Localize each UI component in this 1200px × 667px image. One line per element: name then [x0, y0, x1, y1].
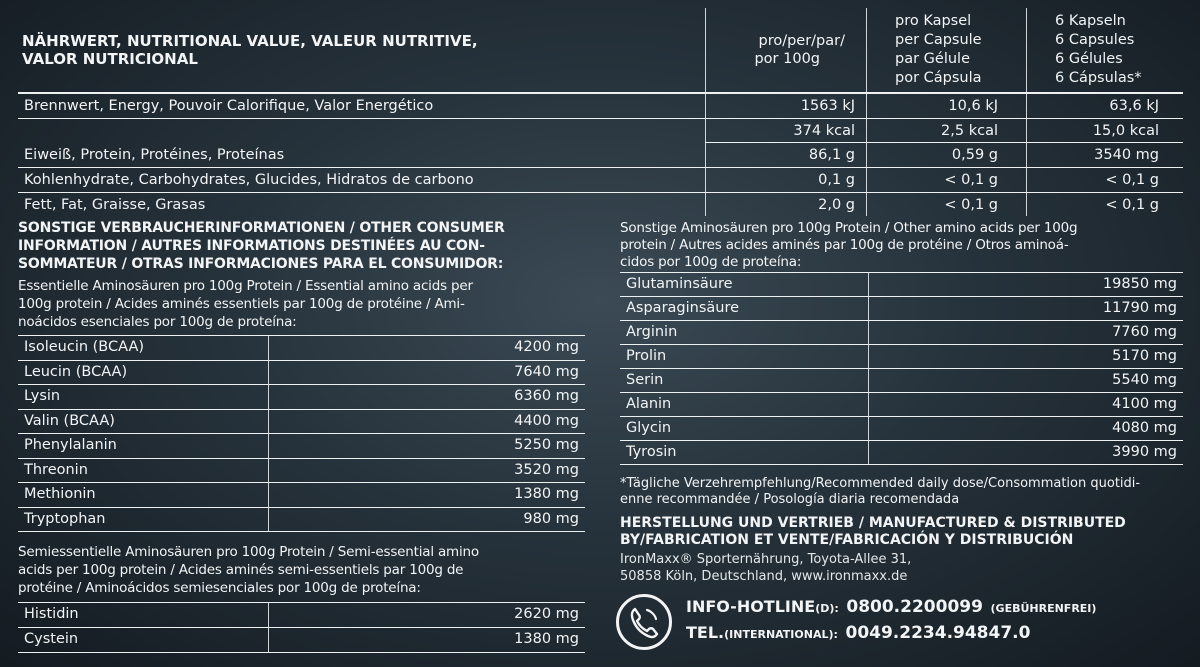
amino-value: 6360 mg	[514, 388, 579, 404]
nutrition-title-line2: VALOR NUTRICIONAL	[22, 50, 198, 68]
manufacturer-heading-1: HERSTELLUNG UND VERTRIEB / MANUFACTURED & DISTRIBUTED	[620, 515, 1126, 531]
amino-value: 3990 mg	[1112, 444, 1177, 460]
amino-name: Serin	[626, 372, 664, 388]
amino-value: 5250 mg	[514, 437, 579, 453]
amino-name: Leucin (BCAA)	[24, 363, 128, 380]
col-six-header-3: 6 Gélules	[1055, 51, 1123, 67]
amino-name: Phenylalanin	[24, 437, 117, 453]
amino-value: 5540 mg	[1112, 372, 1177, 388]
other-intro-3: cidos por 100g de proteína:	[620, 254, 802, 270]
tel-number: 0049.2234.94847.0	[845, 623, 1031, 643]
table-row-rule	[620, 440, 1183, 441]
amino-name: Prolin	[626, 348, 667, 364]
table-row-rule	[18, 482, 585, 483]
nutrition-label: Kohlenhydrate, Carbohydrates, Glucides, Hidratos de carbono	[24, 172, 474, 188]
amino-name: Asparaginsäure	[626, 300, 740, 316]
nutrition-title-line1: NÄHRWERT, NUTRITIONAL VALUE, VALEUR NUTRITIVE,	[22, 32, 478, 50]
tel-label: TEL.	[686, 623, 725, 642]
col-capsule-header-4: por Cápsula	[895, 70, 982, 86]
nutrition-per100: 0,1 g	[818, 172, 855, 188]
amino-value: 7760 mg	[1112, 324, 1177, 340]
consumer-info-heading-3: SOMMATEUR / OTRAS INFORMACIONES PARA EL CONSUMIDOR:	[18, 256, 504, 272]
amino-name: Glycin	[626, 420, 672, 436]
table-row-rule	[18, 433, 585, 434]
nutrition-per100: 374 kcal	[793, 123, 855, 139]
nutrition-per100: 2,0 g	[818, 197, 855, 213]
amino-value: 980 mg	[523, 510, 579, 527]
nutrition-per6: 3540 mg	[1094, 147, 1159, 163]
table-row-rule	[620, 344, 1183, 345]
table-row-rule	[18, 627, 585, 628]
nutrition-per6: 63,6 kJ	[1109, 98, 1159, 114]
table-row-rule	[620, 320, 1183, 321]
table-row-rule	[620, 296, 1183, 297]
col-per100-header-2: por 100g	[754, 51, 820, 67]
other-intro-2: protein / Autres acides aminés par 100g de protéine / Otros aminoá-	[620, 237, 1069, 253]
nutrition-rule-2	[705, 142, 1183, 143]
hotline-note: (GEBÜHRENFREI)	[990, 602, 1097, 615]
nutrition-per6: < 0,1 g	[1105, 197, 1159, 213]
essential-intro-1: Essentielle Aminosäuren pro 100g Protein / Essential amino acids per	[18, 278, 473, 294]
amino-value: 4400 mg	[514, 412, 579, 429]
nutrition-per-capsule: < 0,1 g	[944, 197, 998, 213]
hotline-label: INFO-HOTLINE	[686, 597, 816, 616]
consumer-info-heading-1: SONSTIGE VERBRAUCHERINFORMATIONEN / OTHER CONSUMER	[18, 220, 505, 236]
table-row-rule	[18, 335, 585, 336]
tel-region: (INTERNATIONAL):	[724, 628, 838, 641]
col-six-header-2: 6 Capsules	[1055, 32, 1135, 48]
amino-name: Threonin	[24, 461, 88, 478]
amino-value: 1380 mg	[514, 631, 579, 647]
nutrition-per-capsule: 2,5 kcal	[941, 123, 998, 139]
amino-value: 1380 mg	[514, 486, 579, 502]
table-row-rule	[18, 602, 585, 603]
nutrition-rule-4	[18, 192, 1183, 193]
nutrition-label: Eiweiß, Protein, Protéines, Proteínas	[24, 147, 285, 163]
nutrition-rule-1	[18, 118, 1183, 119]
table-row-rule	[620, 416, 1183, 417]
other-intro-1: Sonstige Aminosäuren pro 100g Protein / Other amino acids per 100g	[620, 220, 1078, 236]
amino-name: Methionin	[24, 486, 96, 502]
manufacturer-address-1: IronMaxx® Sporternährung, Toyota-Allee 31,	[620, 552, 912, 567]
nutrition-per100: 86,1 g	[808, 147, 855, 163]
amino-value: 19850 mg	[1102, 276, 1177, 292]
col-six-header-1: 6 Kapseln	[1055, 13, 1126, 29]
table-row-rule	[18, 652, 585, 653]
amino-value: 4200 mg	[514, 339, 579, 355]
amino-name: Cystein	[24, 631, 79, 647]
amino-name: Tyrosin	[626, 444, 677, 460]
semi-essential-intro-2: acids per 100g protein / Acides aminés semi-essentiels par 100g de	[18, 562, 464, 578]
table-row-rule	[18, 409, 585, 410]
table-row-rule	[18, 507, 585, 508]
phone-icon	[616, 594, 672, 650]
nutrition-per-capsule: 0,59 g	[951, 147, 998, 163]
col-capsule-header-1: pro Kapsel	[895, 13, 972, 29]
nutrition-per-capsule: < 0,1 g	[944, 172, 998, 188]
table-row-rule	[18, 458, 585, 459]
semi-essential-intro-3: protéine / Aminoácidos semiesenciales por 100g de proteína:	[18, 580, 421, 596]
nutrition-per100: 1563 kJ	[800, 98, 855, 114]
semi-essential-intro-1: Semiessentielle Aminosäuren pro 100g Protein / Semi-essential amino	[18, 544, 479, 560]
footnote-line1: *Tägliche Verzehrempfehlung/Recommended daily dose/Consommation quotidi-	[620, 476, 1141, 491]
amino-name: Histidin	[24, 606, 79, 622]
col-capsule-header-3: par Gélule	[895, 51, 970, 67]
nutrition-per6: 15,0 kcal	[1092, 123, 1159, 139]
manufacturer-heading-2: BY/FABRICATION ET VENTE/FABRICACIÓN Y DISTRIBUCIÓN	[620, 532, 1074, 548]
nutrition-label: Brennwert, Energy, Pouvoir Calorifique, Valor Energético	[24, 98, 434, 114]
essential-intro-3: noácidos esenciales por 100g de proteína:	[18, 314, 297, 330]
nutrition-label: Fett, Fat, Graisse, Grasas	[24, 197, 206, 213]
amino-name: Isoleucin (BCAA)	[24, 339, 145, 355]
nutrition-rule-3	[18, 167, 1183, 168]
table-row-rule	[620, 272, 1183, 273]
table-row-rule	[620, 368, 1183, 369]
nutrition-per-capsule: 10,6 kJ	[948, 98, 998, 114]
hotline-line-germany	[686, 597, 1096, 617]
amino-value: 4100 mg	[1112, 396, 1177, 412]
col-six-header-4: 6 Cápsulas*	[1055, 70, 1142, 86]
amino-value: 5170 mg	[1112, 348, 1177, 364]
amino-name: Alanin	[626, 396, 672, 412]
consumer-info-heading-2: INFORMATION / AUTRES INFORMATIONS DESTINÉES AU CON-	[18, 238, 485, 254]
col-per100-header-1: pro/per/par/	[758, 33, 845, 49]
amino-name: Valin (BCAA)	[24, 412, 115, 429]
amino-value: 7640 mg	[514, 363, 579, 380]
amino-value: 11790 mg	[1102, 300, 1177, 316]
table-row-rule	[18, 360, 585, 361]
amino-name: Tryptophan	[24, 510, 106, 527]
amino-value: 2620 mg	[514, 606, 579, 622]
amino-name: Glutaminsäure	[626, 276, 733, 292]
hotline-region: (D):	[815, 602, 839, 615]
table-row-rule	[620, 464, 1183, 465]
footnote-line2: enne recommandée / Posología diaria recomendada	[620, 492, 960, 507]
table-row-rule	[18, 531, 585, 532]
amino-name: Lysin	[24, 388, 61, 404]
nutrition-per6: < 0,1 g	[1105, 172, 1159, 188]
hotline-number: 0800.2200099	[846, 597, 983, 617]
amino-name: Arginin	[626, 324, 678, 340]
col-capsule-header-2: per Capsule	[895, 32, 982, 48]
amino-value: 3520 mg	[514, 461, 579, 478]
essential-intro-2: 100g protein / Acides aminés essentiels par 100g de protéine / Ami-	[18, 296, 465, 312]
nutrition-header-rule	[18, 92, 1183, 94]
amino-value: 4080 mg	[1112, 420, 1177, 436]
manufacturer-address-2: 50858 Köln, Deutschland, www.ironmaxx.de	[620, 569, 908, 584]
hotline-line-international	[686, 623, 1030, 643]
table-row-rule	[18, 384, 585, 385]
table-row-rule	[620, 392, 1183, 393]
